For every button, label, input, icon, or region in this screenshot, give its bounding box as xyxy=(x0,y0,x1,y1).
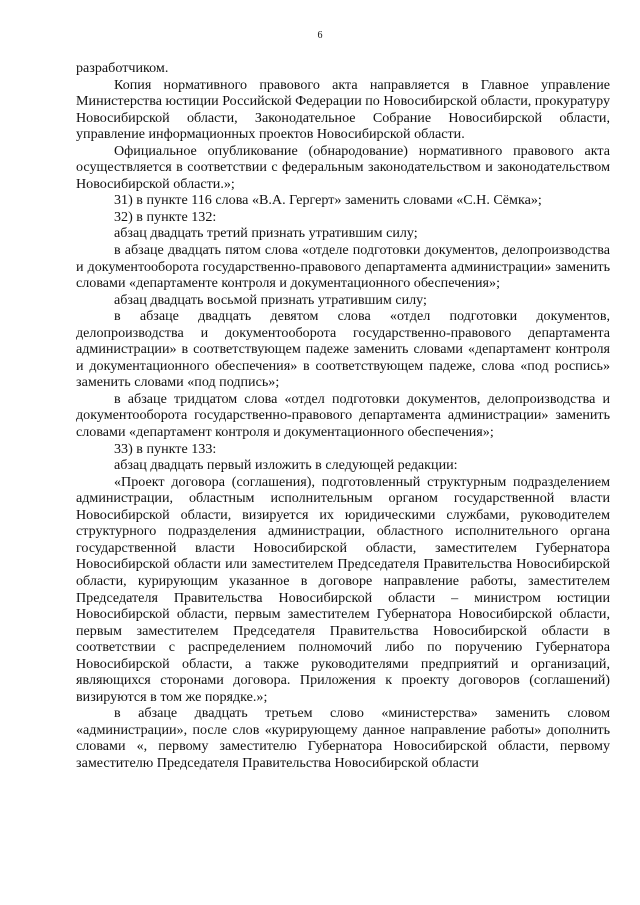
paragraph-item-33-clause-21: абзац двадцать первый изложить в следующей редакции: xyxy=(114,457,458,474)
paragraph-item-33: 33) в пункте 133: xyxy=(114,440,217,457)
paragraph-item-33-clause-23: в абзаце двадцать третьем слово «министерства» заменить словом «администрации», после слов «курирующему данное направление работы» дополнить словами «, первому заместителю Губернатора Новосибирской области, первому заместителю Председателя Правительства Новосибирской области xyxy=(76,705,610,771)
document-body xyxy=(76,60,610,772)
paragraph-continuation: разработчиком. xyxy=(76,60,169,76)
paragraph-item-33-quoted-text: «Проект договора (соглашения), подготовленный структурным подразделением администрации, областным исполнительным органом государственной власти Новосибирской области, визируется их юридическими службами, руководителем структурного подразделения администрации, областного исполнительного органа государственной власти Новосибирской области, заместителем Губернатора Новосибирской области или заместителем Председателя Правительства Новосибирской области, курирующим указанное в договоре направление работы, заместителем Председателя Правительства Новосибирской области – министром юстиции Новосибирской области, первым заместителем Губернатора Новосибирской области, первым заместителем Председателя Правительства Новосибирской области в соответствии с распределением полномочий либо по поручению Губернатора Новосибирской области, а также руководителями предприятий и организаций, являющихся сторонами договора. Приложения к проекту договоров (соглашений) визируются в том же порядке.»; xyxy=(76,473,610,705)
paragraph-copy-distribution: Копия нормативного правового акта направляется в Главное управление Министерства юстиции Российской Федерации по Новосибирской области, прокуратуру Новосибирской области, Законодательное Собрание Новосибирской области, управление информационных проектов Новосибирской области. xyxy=(76,76,610,143)
paragraph-official-publication: Официальное опубликование (обнародование) нормативного правового акта осуществляется в соответствии с федеральным законодательством и законодательством Новосибирской области.»; xyxy=(76,142,610,192)
paragraph-item-31: 31) в пункте 116 слова «В.А. Гергерт» заменить словами «С.Н. Сёмка»; xyxy=(114,192,542,209)
paragraph-item-32-clause-29: в абзаце двадцать девятом слова «отдел подготовки документов, делопроизводства и документооборота государственно-правового департамента администрации» в соответствующем падеже заменить словами «департамент контроля и документационного обеспечения» в соответствующем падеже, слова «под роспись» заменить словами «под подпись»; xyxy=(76,308,610,391)
paragraph-item-32-clause-28: абзац двадцать восьмой признать утратившим силу; xyxy=(114,291,427,308)
paragraph-item-32-clause-30: в абзаце тридцатом слова «отдел подготовки документов, делопроизводства и документооборота государственно-правового департамента администрации» заменить словами «департамент контроля и документационного обеспечения»; xyxy=(76,390,610,441)
page-number: 6 xyxy=(317,30,323,41)
paragraph-item-32-clause-25: в абзаце двадцать пятом слова «отделе подготовки документов, делопроизводства и документооборота государственно-правового департамента администрации» заменить словами «департаменте контроля и документационного обеспечения»; xyxy=(76,242,610,292)
paragraph-item-32: 32) в пункте 132: xyxy=(114,208,217,225)
paragraph-item-32-clause-23: абзац двадцать третий признать утратившим силу; xyxy=(114,225,418,242)
